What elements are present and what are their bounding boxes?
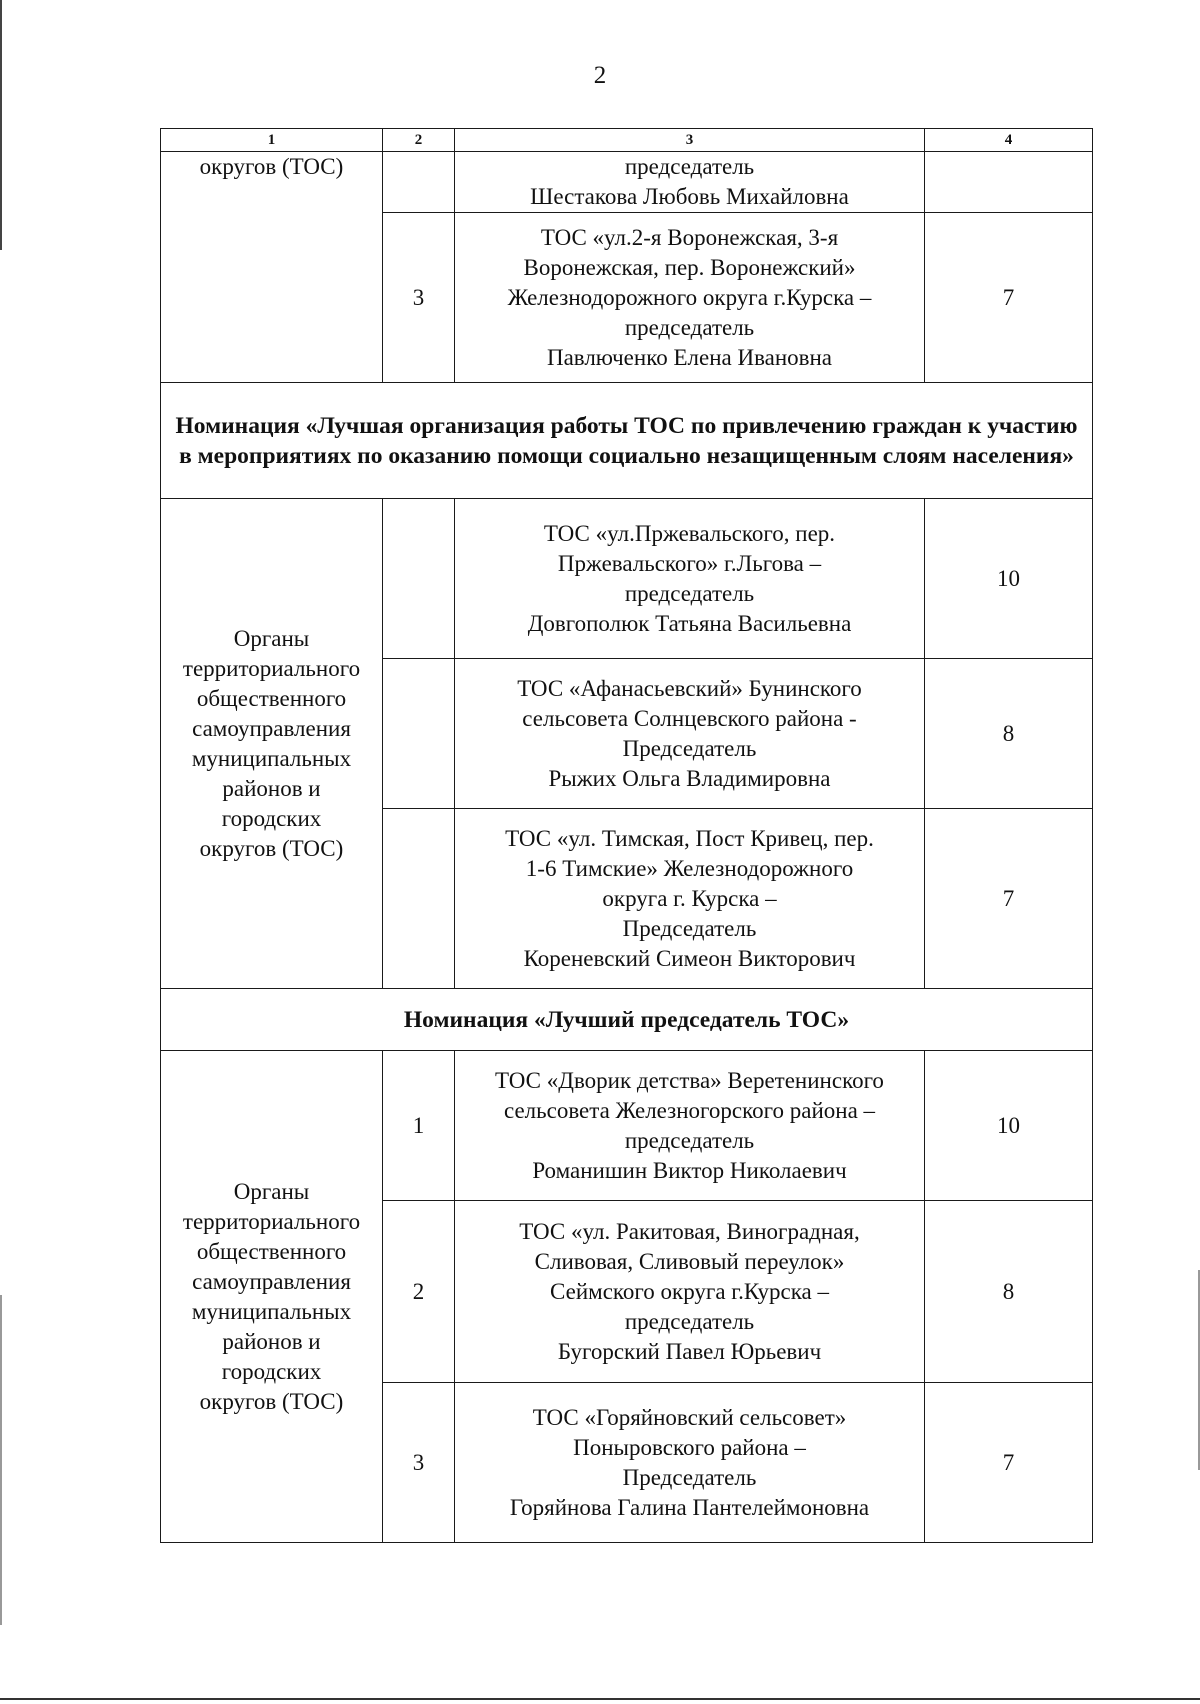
participant-cell: ТОС «Горяйновский сельсовет» Поныровского района – Председатель Горяйнова Галина Пантелеймоновна — [455, 1383, 925, 1543]
nomination-title: Номинация «Лучшая организация работы ТОС по привлечению граждан к участию в мероприятиях по оказанию помощи социально незащищенным слоям населения» — [161, 383, 1093, 499]
score-cell: 7 — [925, 213, 1093, 383]
score-cell: 7 — [925, 1383, 1093, 1543]
score-cell: 10 — [925, 1051, 1093, 1201]
category-cell: Органы территориального общественного самоуправления муниципальных районов и городских округов (ТОС) — [161, 499, 383, 989]
table-row — [161, 152, 1093, 213]
category-cell: Органы территориального общественного самоуправления муниципальных районов и городских округов (ТОС) — [161, 1051, 383, 1543]
column-header-row — [161, 129, 1093, 152]
column-header: 2 — [383, 129, 455, 152]
score-cell: 8 — [925, 659, 1093, 809]
number-cell — [383, 152, 455, 213]
nomination-row — [161, 989, 1093, 1051]
scan-bottom-edge — [0, 1698, 1200, 1700]
participant-cell: ТОС «ул. Тимская, Пост Кривец, пер. 1-6 Тимские» Железнодорожного округа г. Курска – Председатель Кореневский Симеон Викторович — [455, 809, 925, 989]
participant-cell: ТОС «Дворик детства» Веретенинского сельсовета Железногорского района – председатель Романишин Виктор Николаевич — [455, 1051, 925, 1201]
table-row — [161, 1051, 1093, 1201]
number-cell: 2 — [383, 1201, 455, 1383]
participant-cell: ТОС «ул.Пржевальского, пер. Пржевальского» г.Льгова – председатель Довгополюк Татьяна Васильевна — [455, 499, 925, 659]
page-number: 2 — [593, 62, 607, 89]
participant-cell: ТОС «Афанасьевский» Бунинского сельсовета Солнцевского района - Председатель Рыжих Ольга Владимировна — [455, 659, 925, 809]
number-cell: 1 — [383, 1051, 455, 1201]
number-cell: 3 — [383, 1383, 455, 1543]
column-header: 1 — [161, 129, 383, 152]
column-header: 4 — [925, 129, 1093, 152]
number-cell — [383, 809, 455, 989]
nomination-title: Номинация «Лучший председатель ТОС» — [161, 989, 1093, 1051]
results-table — [160, 128, 1093, 1543]
nomination-row — [161, 383, 1093, 499]
scan-edge-line — [0, 1295, 2, 1625]
participant-cell: ТОС «ул. Ракитовая, Виноградная, Сливовая, Сливовый переулок» Сеймского округа г.Курска – председатель Бугорский Павел Юрьевич — [455, 1201, 925, 1383]
table-row — [161, 499, 1093, 659]
score-cell: 10 — [925, 499, 1093, 659]
score-cell: 7 — [925, 809, 1093, 989]
score-cell — [925, 152, 1093, 213]
score-cell: 8 — [925, 1201, 1093, 1383]
participant-cell: председатель Шестакова Любовь Михайловна — [455, 152, 925, 213]
scan-edge-line — [0, 0, 2, 250]
participant-cell: ТОС «ул.2-я Воронежская, 3-я Воронежская, пер. Воронежский» Железнодорожного округа г.Курска – председатель Павлюченко Елена Ивановна — [455, 213, 925, 383]
category-cell: округов (ТОС) — [161, 152, 383, 383]
column-header: 3 — [455, 129, 925, 152]
number-cell — [383, 499, 455, 659]
number-cell: 3 — [383, 213, 455, 383]
number-cell — [383, 659, 455, 809]
